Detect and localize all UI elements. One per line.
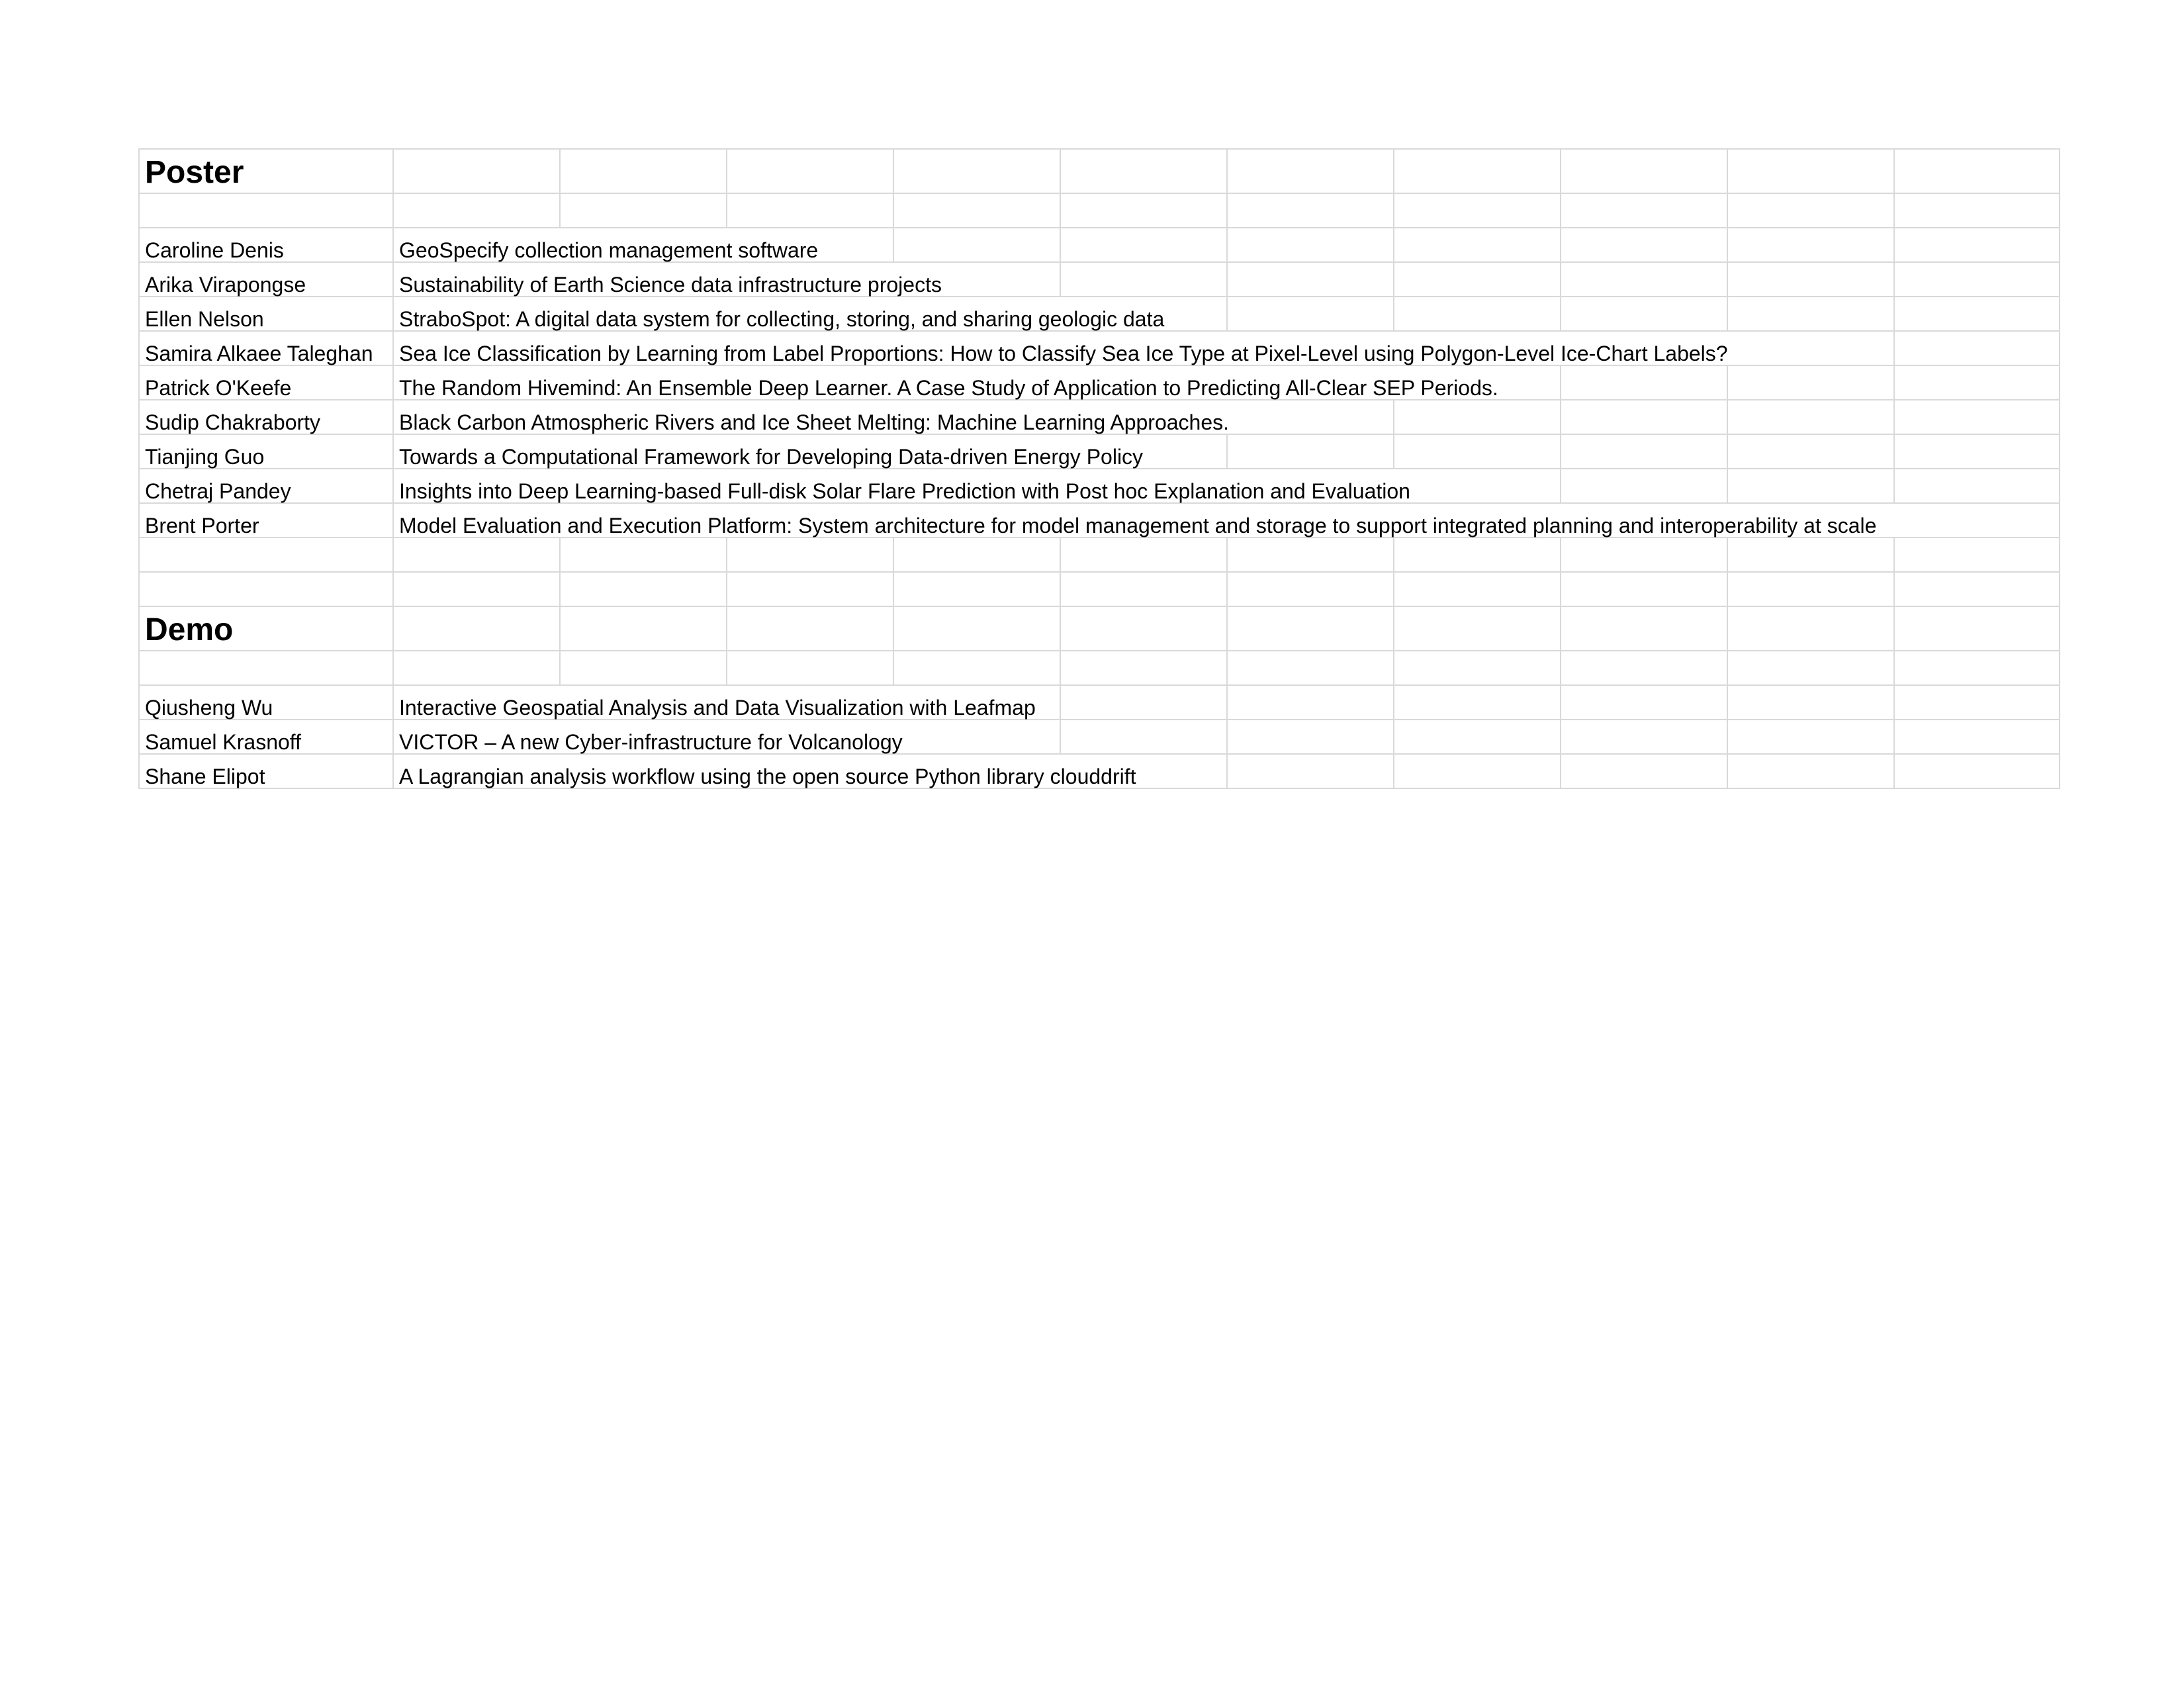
empty-cell xyxy=(1727,400,1894,434)
empty-cell xyxy=(1227,434,1394,469)
empty-cell xyxy=(727,606,893,651)
presentation-title: Interactive Geospatial Analysis and Data Visualization with Leafmap xyxy=(393,685,1060,720)
presentation-title: Sustainability of Earth Science data infrastructure projects xyxy=(393,262,1060,297)
empty-cell xyxy=(1894,193,2060,228)
empty-cell xyxy=(393,572,560,606)
empty-cell xyxy=(1060,572,1227,606)
presenter-name: Tianjing Guo xyxy=(139,434,393,469)
presentation-title: Insights into Deep Learning-based Full-disk Solar Flare Prediction with Post hoc Explanation and Evaluation xyxy=(393,469,1561,503)
empty-cell xyxy=(1394,572,1561,606)
sheet-body xyxy=(139,149,2060,788)
empty-cell xyxy=(1561,720,1727,754)
empty-cell xyxy=(1561,400,1727,434)
table-row xyxy=(139,720,2060,754)
empty-cell xyxy=(560,193,727,228)
empty-cell xyxy=(139,572,393,606)
empty-cell xyxy=(727,651,893,685)
table-row xyxy=(139,434,2060,469)
empty-cell xyxy=(1727,538,1894,572)
empty-cell xyxy=(1727,149,1894,193)
presentation-title: Model Evaluation and Execution Platform: System architecture for model management and storage to support integrated planning and interoperability at scale xyxy=(393,503,2060,538)
empty-row xyxy=(139,651,2060,685)
empty-cell xyxy=(1227,228,1394,262)
table-row xyxy=(139,503,2060,538)
empty-cell xyxy=(393,193,560,228)
empty-cell xyxy=(1060,538,1227,572)
presentation-title: Sea Ice Classification by Learning from Label Proportions: How to Classify Sea Ice Type at Pixel-Level using Polygon-Level Ice-Chart Labels? xyxy=(393,331,1894,365)
empty-cell xyxy=(1394,754,1561,788)
table-row xyxy=(139,754,2060,788)
empty-cell xyxy=(1727,297,1894,331)
empty-cell xyxy=(1894,572,2060,606)
empty-cell xyxy=(1894,149,2060,193)
empty-cell xyxy=(1727,434,1894,469)
empty-cell xyxy=(1727,469,1894,503)
presenter-name: Sudip Chakraborty xyxy=(139,400,393,434)
section-heading-row xyxy=(139,606,2060,651)
empty-cell xyxy=(1060,149,1227,193)
empty-cell xyxy=(1561,228,1727,262)
empty-cell xyxy=(1060,228,1227,262)
empty-cell xyxy=(1727,228,1894,262)
empty-cell xyxy=(1227,651,1394,685)
empty-cell xyxy=(393,149,560,193)
empty-row xyxy=(139,538,2060,572)
empty-cell xyxy=(1561,572,1727,606)
empty-cell xyxy=(393,651,560,685)
empty-cell xyxy=(1894,538,2060,572)
presenter-name: Patrick O'Keefe xyxy=(139,365,393,400)
empty-cell xyxy=(1894,400,2060,434)
empty-cell xyxy=(1727,365,1894,400)
empty-cell xyxy=(1394,297,1561,331)
empty-cell xyxy=(1060,685,1227,720)
presenter-name: Shane Elipot xyxy=(139,754,393,788)
presenter-name: Samuel Krasnoff xyxy=(139,720,393,754)
empty-cell xyxy=(1227,720,1394,754)
empty-cell xyxy=(1227,754,1394,788)
empty-cell xyxy=(1561,651,1727,685)
section-heading-row xyxy=(139,149,2060,193)
presenter-name: Samira Alkaee Taleghan xyxy=(139,331,393,365)
empty-cell xyxy=(1394,606,1561,651)
empty-cell xyxy=(1561,606,1727,651)
empty-cell xyxy=(1227,297,1394,331)
table-row xyxy=(139,297,2060,331)
presenter-name: Caroline Denis xyxy=(139,228,393,262)
table-row xyxy=(139,331,2060,365)
presenter-name: Chetraj Pandey xyxy=(139,469,393,503)
empty-cell xyxy=(1727,262,1894,297)
empty-cell xyxy=(560,572,727,606)
empty-cell xyxy=(1894,262,2060,297)
empty-cell xyxy=(1394,262,1561,297)
empty-cell xyxy=(893,651,1060,685)
empty-cell xyxy=(1727,754,1894,788)
empty-cell xyxy=(1561,434,1727,469)
empty-cell xyxy=(1060,720,1227,754)
empty-cell xyxy=(727,193,893,228)
empty-cell xyxy=(1561,262,1727,297)
empty-cell xyxy=(393,538,560,572)
empty-cell xyxy=(1060,651,1227,685)
table-row xyxy=(139,365,2060,400)
empty-cell xyxy=(1561,193,1727,228)
empty-cell xyxy=(1227,685,1394,720)
empty-cell xyxy=(893,606,1060,651)
empty-cell xyxy=(560,606,727,651)
empty-cell xyxy=(1727,720,1894,754)
empty-cell xyxy=(1394,434,1561,469)
empty-cell xyxy=(1561,297,1727,331)
empty-cell xyxy=(1394,685,1561,720)
table-row xyxy=(139,469,2060,503)
spreadsheet-grid xyxy=(138,148,2060,789)
empty-cell xyxy=(727,572,893,606)
presentation-title: The Random Hivemind: An Ensemble Deep Learner. A Case Study of Application to Predicting All-Clear SEP Periods. xyxy=(393,365,1561,400)
empty-cell xyxy=(1894,754,2060,788)
empty-cell xyxy=(1561,538,1727,572)
empty-cell xyxy=(1894,720,2060,754)
empty-cell xyxy=(1561,469,1727,503)
empty-cell xyxy=(560,651,727,685)
empty-cell xyxy=(560,538,727,572)
empty-cell xyxy=(1727,685,1894,720)
presentation-title: StraboSpot: A digital data system for collecting, storing, and sharing geologic data xyxy=(393,297,1227,331)
empty-row xyxy=(139,193,2060,228)
empty-cell xyxy=(1561,754,1727,788)
empty-cell xyxy=(1894,469,2060,503)
empty-cell xyxy=(1227,193,1394,228)
empty-cell xyxy=(1227,149,1394,193)
table-row xyxy=(139,262,2060,297)
empty-cell xyxy=(1060,606,1227,651)
empty-cell xyxy=(1894,434,2060,469)
empty-cell xyxy=(1227,606,1394,651)
empty-cell xyxy=(139,651,393,685)
section-heading-demo: Demo xyxy=(139,606,393,651)
presenter-name: Brent Porter xyxy=(139,503,393,538)
empty-cell xyxy=(1060,262,1227,297)
section-heading-poster: Poster xyxy=(139,149,393,193)
empty-cell xyxy=(893,193,1060,228)
empty-cell xyxy=(1727,572,1894,606)
empty-cell xyxy=(1894,297,2060,331)
empty-cell xyxy=(1894,228,2060,262)
table-row xyxy=(139,685,2060,720)
empty-cell xyxy=(1394,149,1561,193)
presentation-title: GeoSpecify collection management software xyxy=(393,228,893,262)
empty-row xyxy=(139,572,2060,606)
presentation-title: A Lagrangian analysis workflow using the open source Python library clouddrift xyxy=(393,754,1227,788)
empty-cell xyxy=(1394,228,1561,262)
presenter-name: Qiusheng Wu xyxy=(139,685,393,720)
empty-cell xyxy=(393,606,560,651)
presentation-title: Black Carbon Atmospheric Rivers and Ice Sheet Melting: Machine Learning Approaches. xyxy=(393,400,1394,434)
empty-cell xyxy=(560,149,727,193)
empty-cell xyxy=(1561,149,1727,193)
empty-cell xyxy=(727,538,893,572)
empty-cell xyxy=(1227,538,1394,572)
empty-cell xyxy=(1894,651,2060,685)
empty-cell xyxy=(1394,720,1561,754)
empty-cell xyxy=(1727,193,1894,228)
empty-cell xyxy=(139,193,393,228)
presenter-name: Ellen Nelson xyxy=(139,297,393,331)
presentation-title: Towards a Computational Framework for Developing Data-driven Energy Policy xyxy=(393,434,1227,469)
empty-cell xyxy=(893,572,1060,606)
empty-cell xyxy=(1894,365,2060,400)
table-row xyxy=(139,228,2060,262)
empty-cell xyxy=(1394,538,1561,572)
presenter-name: Arika Virapongse xyxy=(139,262,393,297)
empty-cell xyxy=(893,228,1060,262)
empty-cell xyxy=(1894,606,2060,651)
empty-cell xyxy=(1394,400,1561,434)
empty-cell xyxy=(893,149,1060,193)
empty-cell xyxy=(1561,685,1727,720)
empty-cell xyxy=(1227,262,1394,297)
presentation-title: VICTOR – A new Cyber-infrastructure for Volcanology xyxy=(393,720,1060,754)
empty-cell xyxy=(1727,651,1894,685)
empty-cell xyxy=(1394,651,1561,685)
empty-cell xyxy=(1894,331,2060,365)
empty-cell xyxy=(139,538,393,572)
empty-cell xyxy=(1561,365,1727,400)
empty-cell xyxy=(1394,193,1561,228)
empty-cell xyxy=(1727,606,1894,651)
empty-cell xyxy=(1060,193,1227,228)
empty-cell xyxy=(727,149,893,193)
empty-cell xyxy=(893,538,1060,572)
table-row xyxy=(139,400,2060,434)
empty-cell xyxy=(1227,572,1394,606)
empty-cell xyxy=(1894,685,2060,720)
